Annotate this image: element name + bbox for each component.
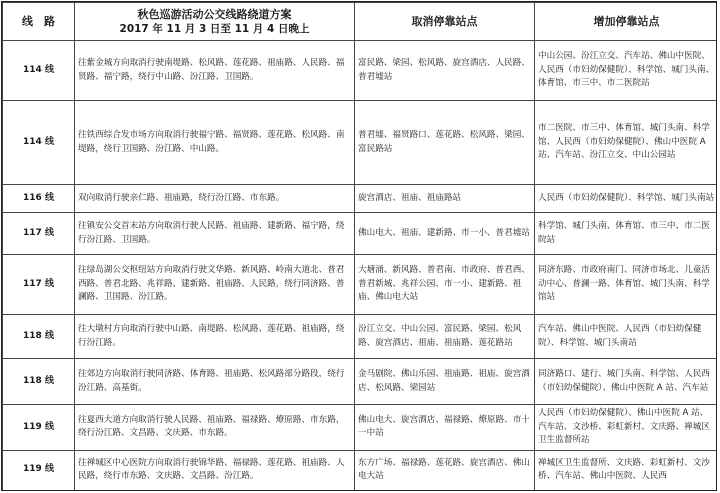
route-number: 114 线 xyxy=(3,101,75,185)
detour-description: 往紫金城方向取消行驶南堤路、松风路、莲花路、祖庙路、人民路、福贤路、福宁路，绕行中山路、汾江路、卫国路。 xyxy=(75,41,355,101)
cancelled-stops: 东方广场、福禄路、莲花路、旋宫酒店、佛山电大站 xyxy=(355,450,535,490)
detour-description: 往铁西综合发市场方向取消行驶福宁路、福贤路、莲花路、松风路、南堤路，绕行卫国路、汾江路、中山路。 xyxy=(75,101,355,185)
detour-description: 往大墩村方向取消行驶中山路、南堤路、松风路、莲花路、祖庙路，绕行汾江路。 xyxy=(75,315,355,359)
bus-detour-table xyxy=(2,2,717,491)
table-row xyxy=(3,405,718,451)
cancelled-stops: 汾江立交、中山公园、富民路、梁园、松风路、旋宫酒店、祖庙、祖庙路、莲花路站 xyxy=(355,315,535,359)
table-row xyxy=(3,359,718,405)
route-number: 117 线 xyxy=(3,213,75,255)
table-row xyxy=(3,101,718,185)
added-stops: 人民西（市妇幼保健院）、科学馆、城门头南站 xyxy=(535,185,718,213)
added-stops: 人民西（市妇幼保健院）、佛山中医院 A 站、汽车站、文沙桥、彩虹新村、文庆路、禅城区卫生监督所站 xyxy=(535,405,718,451)
cancelled-stops: 佛山电大、祖庙、建新路、市一小、普君墟站 xyxy=(355,213,535,255)
added-stops: 科学馆、城门头南、体育馆、市三中、市二医院站 xyxy=(535,213,718,255)
added-stops: 汽车站、佛山中医院、人民西（市妇幼保健院）、科学馆、城门头南站 xyxy=(535,315,718,359)
plan-title: 秋色巡游活动公交线路绕道方案 xyxy=(137,7,292,21)
cancelled-stops: 普君墟、福贤路口、莲花路、松风路、梁园、富民路站 xyxy=(355,101,535,185)
table-row xyxy=(3,450,718,490)
added-stops: 同济路口、建行、城门头南、科学馆、人民西（市妇幼保健院）、佛山中医院 A 站、汽车站 xyxy=(535,359,718,405)
plan-subtitle: 2017 年 11 月 3 日至 11 月 4 日晚上 xyxy=(119,22,310,35)
header-route: 线 路 xyxy=(3,3,75,41)
table-row xyxy=(3,213,718,255)
added-stops: 市二医院、市三中、体育馆、城门头南、科学馆、人民西（市妇幼保健院）、佛山中医院 A 站、汽车站、汾江立交、中山公园站 xyxy=(535,101,718,185)
cancelled-stops: 大塘涌、新风路、普君南、市政府、普君西、普君新城、兆祥公园、市一小、建新路、祖庙、佛山电大站 xyxy=(355,255,535,315)
route-number: 119 线 xyxy=(3,405,75,451)
cancelled-stops: 富民路、梁园、松风路、旋宫酒店、人民路、普君墟站 xyxy=(355,41,535,101)
route-number: 114 线 xyxy=(3,41,75,101)
header-plan xyxy=(75,3,355,41)
added-stops: 同济东路、市政府南门、同济市场北、儿童活动中心、普澜一路、体育馆、城门头南、科学馆站 xyxy=(535,255,718,315)
route-number: 116 线 xyxy=(3,185,75,213)
route-number: 118 线 xyxy=(3,359,75,405)
detour-description: 往禅城区中心医院方向取消行驶锦华路、福禄路、莲花路、祖庙路、人民路，绕行市东路、文庆路、文昌路、汾江路。 xyxy=(75,450,355,490)
table-row xyxy=(3,41,718,101)
detour-table-frame xyxy=(1,1,717,491)
cancelled-stops: 金马剧院、佛山乐园、祖庙路、祖庙、旋宫酒店、松风路、梁园站 xyxy=(355,359,535,405)
added-stops: 禅城区卫生监督所、文庆路、彩虹新村、文沙桥、汽车站、佛山中医院、人民西 xyxy=(535,450,718,490)
cancelled-stops: 佛山电大、旋宫酒店、福禄路、燎原路、市十一中站 xyxy=(355,405,535,451)
table-header-row xyxy=(3,3,718,41)
detour-description: 往夏西大道方向取消行驶人民路、祖庙路、福禄路、燎原路、市东路，绕行汾江路、文昌路、文庆路、市东路。 xyxy=(75,405,355,451)
header-add-stops: 增加停靠站点 xyxy=(535,3,718,41)
added-stops: 中山公园、汾江立交、汽车站、佛山中医院、人民西（市妇幼保健院）、科学馆、城门头南、体育馆、市三中、市二医院站 xyxy=(535,41,718,101)
header-cancel-stops: 取消停靠站点 xyxy=(355,3,535,41)
route-number: 118 线 xyxy=(3,315,75,359)
table-row xyxy=(3,315,718,359)
cancelled-stops: 旋宫酒店、祖庙、祖庙路站 xyxy=(355,185,535,213)
detour-description: 往郊边方向取消行驶同济路、体育路、祖庙路、松风路部分路段，绕行汾江路、高基街。 xyxy=(75,359,355,405)
detour-description: 双向取消行驶亲仁路、祖庙路，绕行汾江路、市东路。 xyxy=(75,185,355,213)
table-row xyxy=(3,185,718,213)
detour-description: 往绿岛湖公交枢纽站方向取消行驶文华路、新风路、岭南大道北、普君西路、普君北路、兆祥路、建新路、祖庙路、人民路，绕行同济路、普澜路、卫国路、汾江路。 xyxy=(75,255,355,315)
table-row xyxy=(3,255,718,315)
route-number: 119 线 xyxy=(3,450,75,490)
route-number: 117 线 xyxy=(3,255,75,315)
detour-description: 往镇安公交首末站方向取消行驶人民路、祖庙路、建新路、福宁路，绕行汾江路、卫国路。 xyxy=(75,213,355,255)
